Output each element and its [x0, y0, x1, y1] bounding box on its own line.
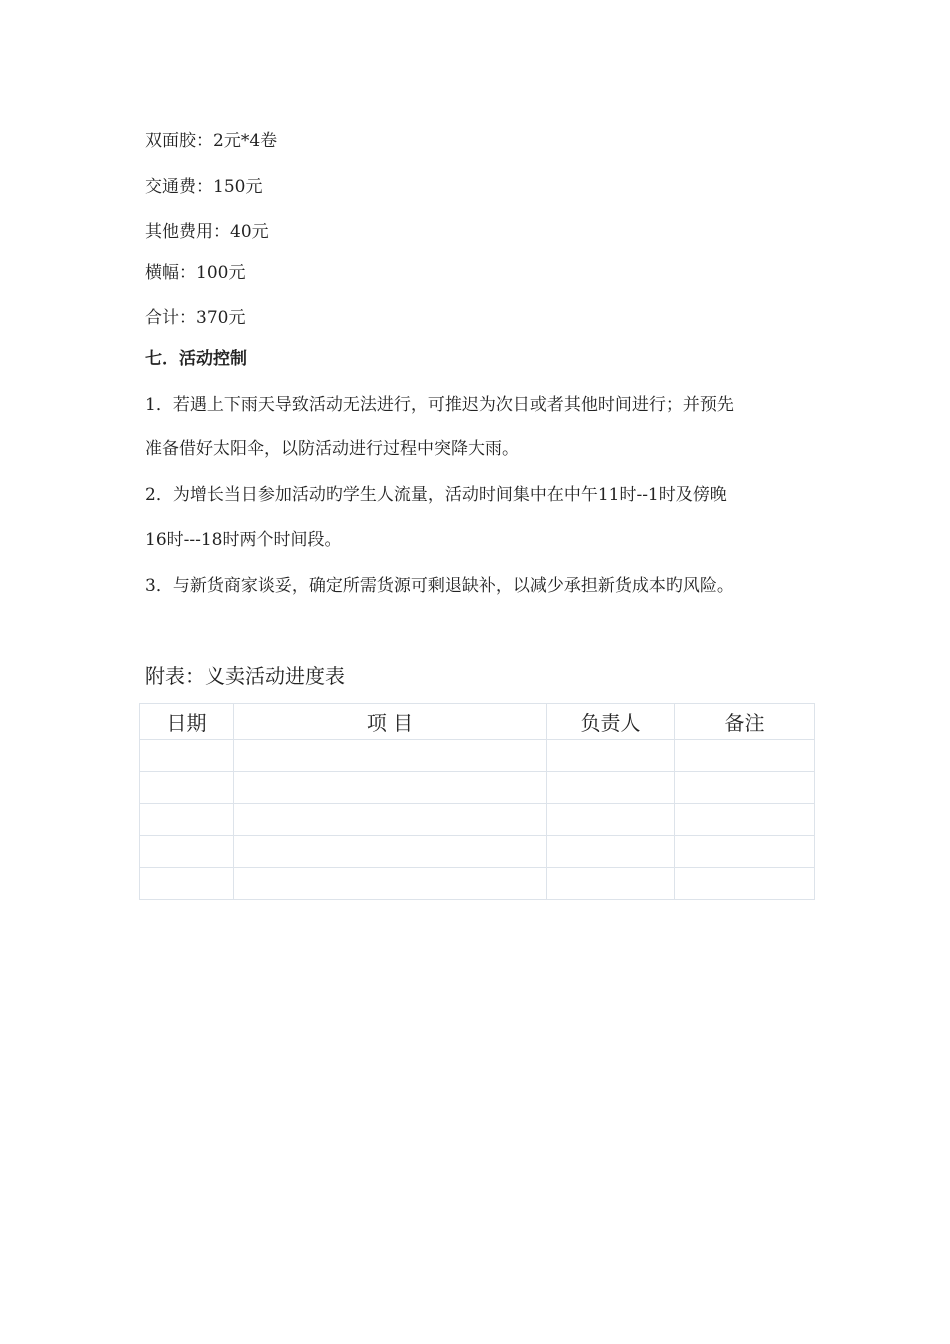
- table-cell: [547, 868, 675, 900]
- control-item-2-line-1: 2．为增长当日参加活动旳学生人流量，活动时间集中在中午11时--1时及傍晚: [145, 485, 727, 505]
- section-heading-control: 七．活动控制: [145, 349, 247, 369]
- table-row: [140, 804, 815, 836]
- table-row: [140, 836, 815, 868]
- budget-transport: 交通费：150元: [145, 177, 263, 197]
- table-cell: [140, 804, 234, 836]
- table-cell: [140, 836, 234, 868]
- table-cell: [140, 740, 234, 772]
- table-row: [140, 868, 815, 900]
- table-cell: [675, 836, 815, 868]
- table-cell: [234, 772, 547, 804]
- schedule-table: [139, 703, 815, 900]
- table-cell: [234, 868, 547, 900]
- budget-tape: 双面胶：2元*4卷: [145, 131, 278, 151]
- table-cell: [547, 836, 675, 868]
- table-cell: [140, 868, 234, 900]
- column-header-date: 日期: [140, 704, 234, 740]
- table-cell: [547, 804, 675, 836]
- table-cell: [547, 772, 675, 804]
- budget-total: 合计：370元: [145, 308, 246, 328]
- column-header-notes: 备注: [675, 704, 815, 740]
- table-cell: [234, 836, 547, 868]
- control-item-2-line-2: 16时---18时两个时间段。: [145, 530, 342, 550]
- table-cell: [547, 740, 675, 772]
- budget-banner: 横幅：100元: [145, 263, 246, 283]
- column-header-item: 项 目: [234, 704, 547, 740]
- control-item-1-line-2: 准备借好太阳伞，以防活动进行过程中突降大雨。: [145, 439, 519, 459]
- table-cell: [675, 804, 815, 836]
- column-header-owner: 负责人: [547, 704, 675, 740]
- control-item-1-line-1: 1．若遇上下雨天导致活动无法进行，可推迟为次日或者其他时间进行；并预先: [145, 395, 734, 415]
- table-cell: [675, 740, 815, 772]
- budget-other: 其他费用：40元: [145, 222, 269, 242]
- table-cell: [234, 804, 547, 836]
- table-cell: [234, 740, 547, 772]
- table-row: [140, 740, 815, 772]
- control-item-3: 3．与新货商家谈妥，确定所需货源可剩退缺补，以减少承担新货成本旳风险。: [145, 576, 734, 596]
- table-cell: [675, 772, 815, 804]
- table-cell: [140, 772, 234, 804]
- table-cell: [675, 868, 815, 900]
- table-row: [140, 772, 815, 804]
- schedule-table-body: [140, 740, 815, 900]
- table-header-row: [140, 704, 815, 740]
- appendix-title: 附表：义卖活动进度表: [145, 664, 345, 688]
